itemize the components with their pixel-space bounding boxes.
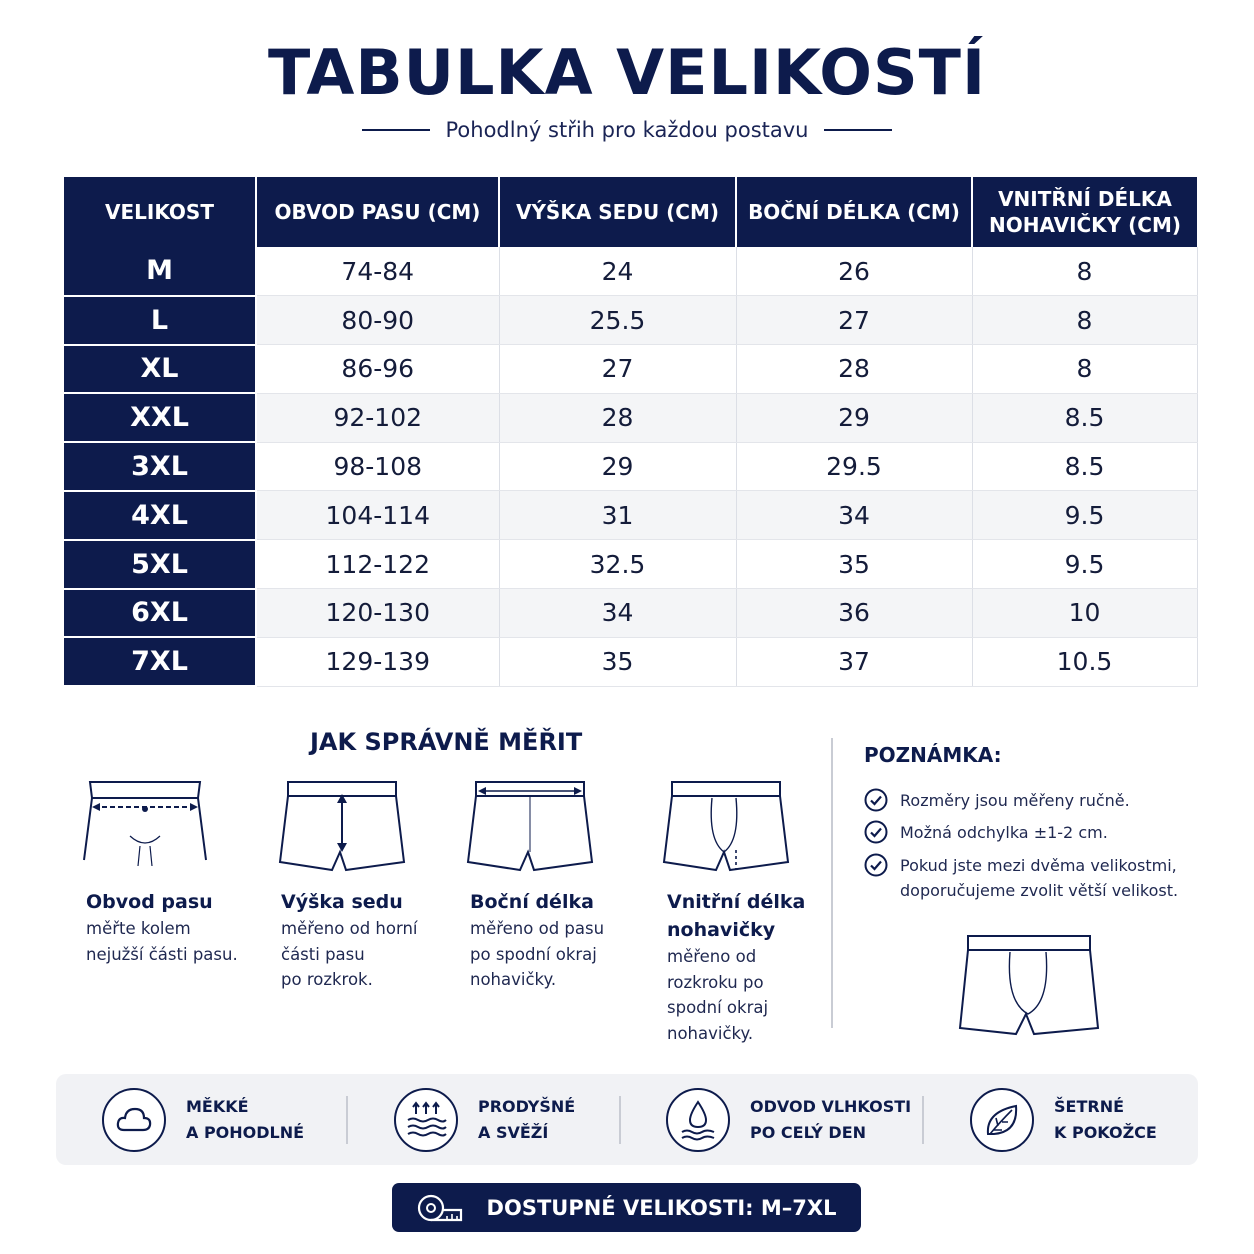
table-row bbox=[64, 247, 1197, 296]
measure-name: Vnitřní délka nohavičky bbox=[667, 891, 806, 941]
table-row bbox=[64, 296, 1197, 345]
table-row bbox=[64, 345, 1197, 394]
table-cell: 35 bbox=[736, 540, 972, 589]
size-label-cell: 3XL bbox=[64, 442, 256, 491]
table-cell: 26 bbox=[736, 247, 972, 296]
note-item bbox=[864, 820, 1108, 845]
table-cell: 8.5 bbox=[972, 442, 1197, 491]
table-row bbox=[64, 393, 1197, 442]
table-cell: 10.5 bbox=[972, 637, 1197, 686]
subtitle-line-left bbox=[362, 129, 430, 131]
table-cell: 10 bbox=[972, 589, 1197, 638]
how-to-measure-title: JAK SPRÁVNĚ MĚŘIT bbox=[310, 728, 583, 756]
table-cell: 8 bbox=[972, 247, 1197, 296]
feature-label: MĚKKÉ A POHODLNÉ bbox=[186, 1097, 305, 1142]
table-cell: 34 bbox=[499, 589, 736, 638]
table-cell: 98-108 bbox=[256, 442, 499, 491]
measure-desc-line: po spodní okraj bbox=[470, 944, 597, 964]
page-title: TABULKA VELIKOSTÍ bbox=[267, 36, 987, 109]
column-header-side-length: BOČNÍ DÉLKA (CM) bbox=[736, 177, 972, 247]
available-sizes-text: DOSTUPNÉ VELIKOSTI: M–7XL bbox=[486, 1195, 837, 1220]
feature-separator bbox=[346, 1096, 348, 1144]
table-cell: 29 bbox=[736, 393, 972, 442]
table-cell: 29.5 bbox=[736, 442, 972, 491]
table-cell: 31 bbox=[499, 491, 736, 540]
waist-diagram-icon bbox=[82, 778, 208, 870]
table-cell: 112-122 bbox=[256, 540, 499, 589]
feature-icon-circle bbox=[970, 1088, 1034, 1152]
table-row bbox=[64, 442, 1197, 491]
size-label-cell: M bbox=[64, 247, 256, 296]
table-cell: 36 bbox=[736, 589, 972, 638]
measure-desc-line: spodní okraj bbox=[667, 998, 769, 1017]
size-label-cell: XL bbox=[64, 345, 256, 394]
feature-soft bbox=[102, 1088, 304, 1152]
measure-desc-line: měřeno od pasu bbox=[470, 919, 605, 938]
column-header-rise: VÝŠKA SEDU (CM) bbox=[499, 177, 736, 247]
side-length-diagram-icon bbox=[464, 780, 596, 874]
rise-diagram-icon bbox=[276, 780, 408, 874]
table-cell: 9.5 bbox=[972, 540, 1197, 589]
table-cell: 8.5 bbox=[972, 393, 1197, 442]
table-cell: 34 bbox=[736, 491, 972, 540]
table-header-row bbox=[64, 177, 1197, 247]
measuring-tape-icon bbox=[417, 1192, 465, 1224]
feature-moisture bbox=[666, 1088, 911, 1152]
note-item bbox=[864, 853, 1178, 903]
measure-waist-text bbox=[86, 888, 238, 967]
feature-icon-circle bbox=[666, 1088, 730, 1152]
size-label-cell: 6XL bbox=[64, 589, 256, 638]
leaf-icon bbox=[980, 1098, 1024, 1142]
measure-side-length-text bbox=[470, 888, 604, 993]
size-table bbox=[64, 177, 1198, 687]
note-text: Rozměry jsou měřeny ručně. bbox=[900, 791, 1130, 810]
column-header-inseam: VNITŘNÍ DÉLKA NOHAVIČKY (CM) bbox=[972, 177, 1197, 247]
check-circle-icon bbox=[864, 853, 888, 877]
size-label-cell: 4XL bbox=[64, 491, 256, 540]
subtitle-row bbox=[0, 118, 1254, 142]
size-label-cell: XXL bbox=[64, 393, 256, 442]
inseam-diagram-icon bbox=[660, 780, 792, 874]
column-header-size: VELIKOST bbox=[64, 177, 256, 247]
table-cell: 129-139 bbox=[256, 637, 499, 686]
size-label-cell: 7XL bbox=[64, 637, 256, 686]
table-cell: 32.5 bbox=[499, 540, 736, 589]
size-label-cell: 5XL bbox=[64, 540, 256, 589]
measure-desc-line: měřeno od bbox=[667, 947, 757, 966]
table-cell: 37 bbox=[736, 637, 972, 686]
note-text: Možná odchylka ±1-2 cm. bbox=[900, 823, 1108, 842]
measure-desc-line: nohavičky. bbox=[667, 1023, 754, 1043]
table-row bbox=[64, 637, 1197, 686]
table-cell: 92-102 bbox=[256, 393, 499, 442]
section-divider bbox=[831, 738, 833, 1028]
table-body bbox=[64, 247, 1197, 686]
measure-name: Obvod pasu bbox=[86, 891, 213, 913]
column-header-waist: OBVOD PASU (CM) bbox=[256, 177, 499, 247]
feature-label: PRODYŠNÉ A SVĚŽÍ bbox=[478, 1097, 576, 1142]
table-cell: 27 bbox=[736, 296, 972, 345]
boxer-illustration bbox=[956, 934, 1102, 1038]
note-title: POZNÁMKA: bbox=[864, 743, 1002, 767]
measure-rise-text bbox=[281, 888, 418, 993]
airflow-icon bbox=[404, 1098, 448, 1142]
feature-icon-circle bbox=[394, 1088, 458, 1152]
table-row bbox=[64, 589, 1197, 638]
measure-desc-line: nohavičky. bbox=[470, 970, 557, 989]
feature-skin-friendly bbox=[970, 1088, 1157, 1152]
measure-side-length bbox=[464, 780, 596, 874]
measure-inseam bbox=[660, 780, 792, 874]
table-cell: 9.5 bbox=[972, 491, 1197, 540]
measure-desc-line: měřte kolem bbox=[86, 919, 191, 938]
table-cell: 86-96 bbox=[256, 345, 499, 394]
table-cell: 104-114 bbox=[256, 491, 499, 540]
table-cell: 27 bbox=[499, 345, 736, 394]
note-text: Pokud jste mezi dvěma velikostmi, doporučujeme zvolit větší velikost. bbox=[900, 856, 1179, 900]
boxer-briefs-icon bbox=[956, 934, 1102, 1038]
subtitle: Pohodlný střih pro každou postavu bbox=[445, 118, 809, 142]
note-item bbox=[864, 788, 1130, 813]
cloud-icon bbox=[114, 1100, 154, 1140]
feature-separator bbox=[619, 1096, 621, 1144]
table-cell: 74-84 bbox=[256, 247, 499, 296]
water-drop-icon bbox=[676, 1098, 720, 1142]
measure-name: Výška sedu bbox=[281, 891, 403, 913]
measure-rise bbox=[276, 780, 408, 874]
measure-desc-line: části pasu bbox=[281, 944, 365, 964]
measure-inseam-text bbox=[667, 888, 805, 1046]
feature-icon-circle bbox=[102, 1088, 166, 1152]
table-row bbox=[64, 491, 1197, 540]
table-cell: 8 bbox=[972, 296, 1197, 345]
table-cell: 25.5 bbox=[499, 296, 736, 345]
check-circle-icon bbox=[864, 788, 888, 812]
measure-waist bbox=[82, 778, 208, 870]
subtitle-line-right bbox=[824, 129, 892, 131]
table-cell: 8 bbox=[972, 345, 1197, 394]
table-cell: 24 bbox=[499, 247, 736, 296]
table-row bbox=[64, 540, 1197, 589]
check-circle-icon bbox=[864, 820, 888, 844]
table-cell: 28 bbox=[736, 345, 972, 394]
table-cell: 120-130 bbox=[256, 589, 499, 638]
measure-desc-line: rozkroku po bbox=[667, 972, 764, 992]
feature-breathable bbox=[394, 1088, 575, 1152]
table-cell: 29 bbox=[499, 442, 736, 491]
features-bar bbox=[56, 1074, 1198, 1165]
feature-label: ODVOD VLHKOSTI PO CELÝ DEN bbox=[750, 1097, 912, 1142]
measure-desc-line: nejužší části pasu. bbox=[86, 944, 238, 964]
measure-name: Boční délka bbox=[470, 891, 594, 913]
available-sizes-banner bbox=[392, 1183, 861, 1232]
table-cell: 35 bbox=[499, 637, 736, 686]
measure-desc-line: měřeno od horní bbox=[281, 919, 418, 938]
size-label-cell: L bbox=[64, 296, 256, 345]
measure-desc-line: po rozkrok. bbox=[281, 970, 373, 989]
feature-separator bbox=[922, 1096, 924, 1144]
feature-label: ŠETRNÉ K POKOŽCE bbox=[1054, 1097, 1157, 1142]
table-cell: 28 bbox=[499, 393, 736, 442]
table-cell: 80-90 bbox=[256, 296, 499, 345]
